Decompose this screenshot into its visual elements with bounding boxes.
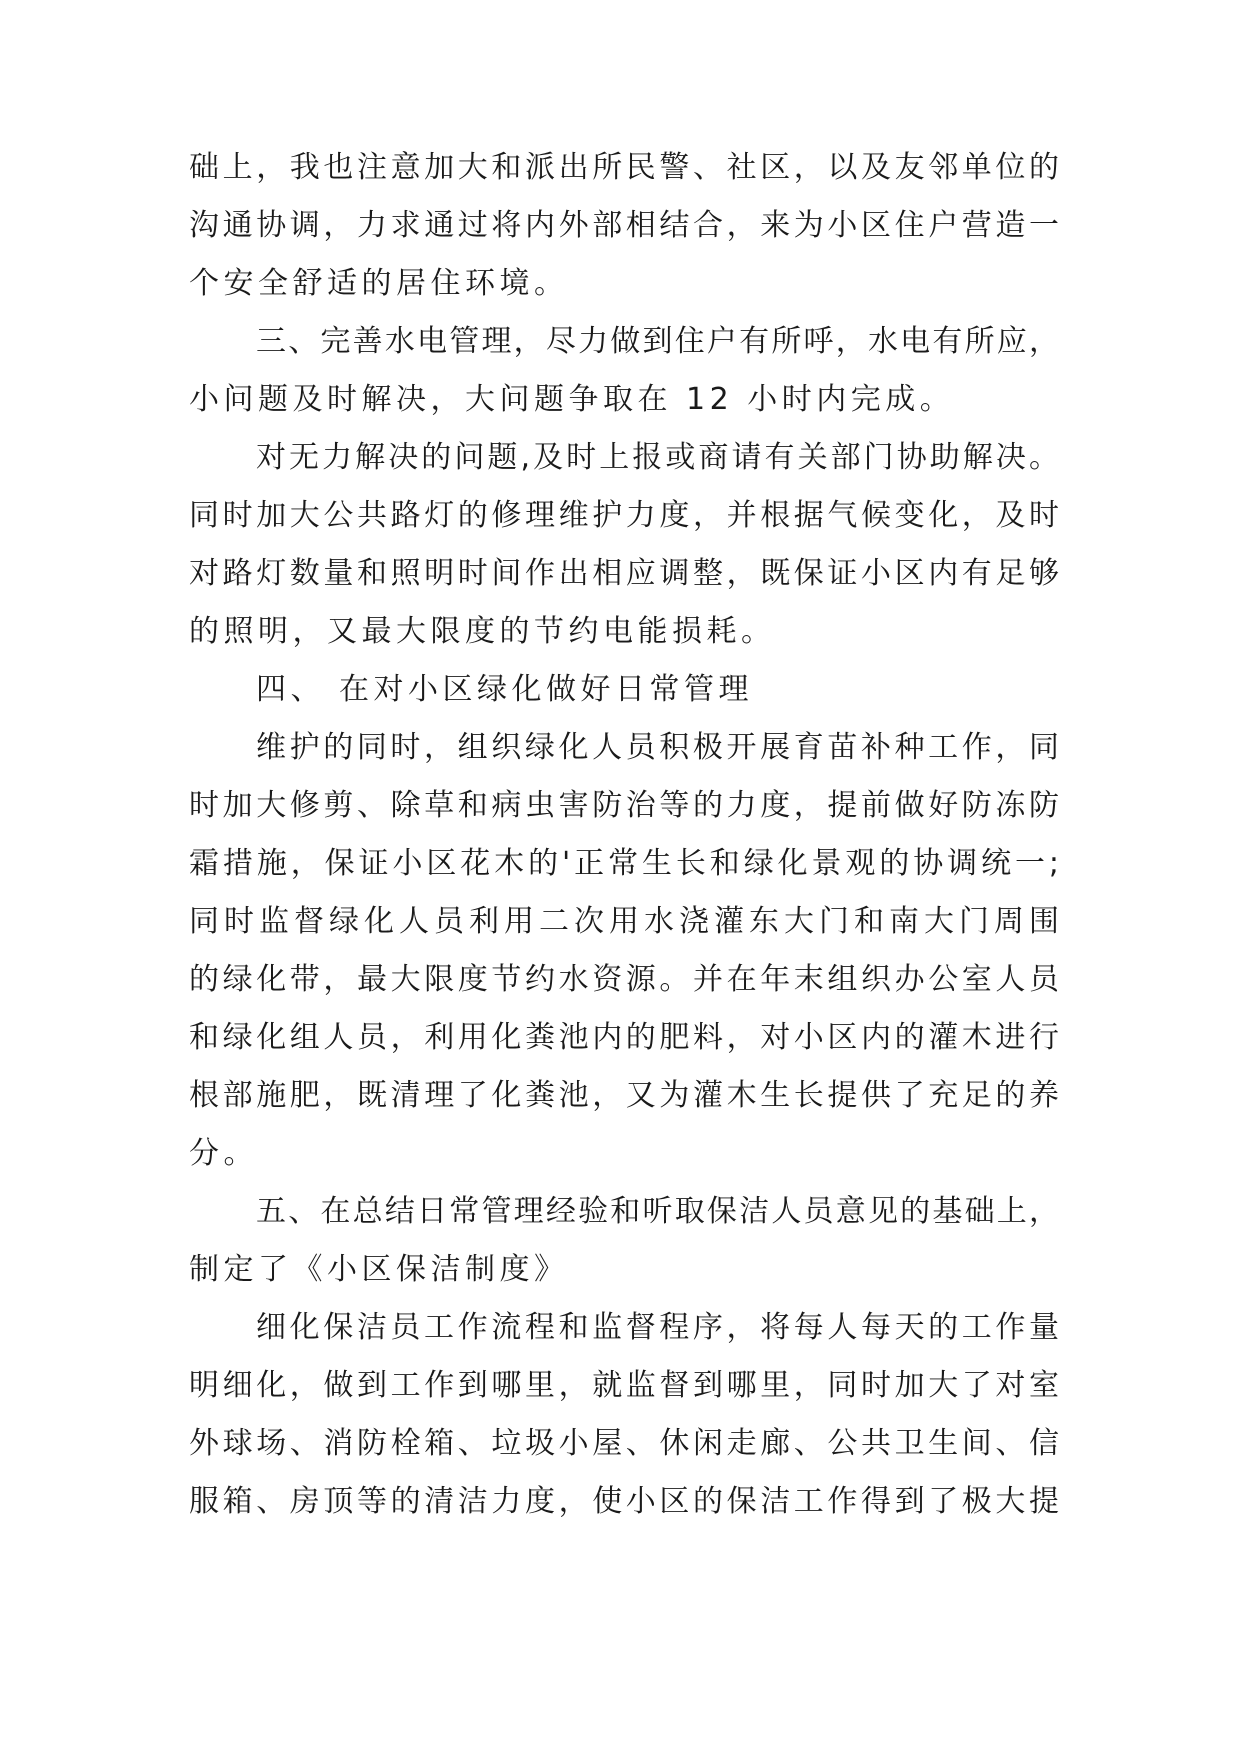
text-line: 时加大修剪、除草和病虫害防治等的力度，提前做好防冻防: [189, 788, 1059, 823]
text-line: 服箱、房顶等的清洁力度，使小区的保洁工作得到了极大提: [189, 1484, 1059, 1519]
text-line: 对路灯数量和照明时间作出相应调整，既保证小区内有足够: [189, 556, 1059, 591]
text-line: 维护的同时，组织绿化人员积极开展育苗补种工作，同: [256, 730, 1059, 765]
text-line: 三、完善水电管理，尽力做到住户有所呼，水电有所应，: [256, 324, 1059, 359]
text-line: 对无力解决的问题,及时上报或商请有关部门协助解决。: [256, 440, 1059, 475]
text-line: 个安全舒适的居住环境。: [189, 266, 569, 301]
text-line: 分。: [189, 1136, 258, 1171]
text-line: 沟通协调，力求通过将内外部相结合，来为小区住户营造一: [189, 208, 1059, 243]
text-line: 和绿化组人员，利用化粪池内的肥料，对小区内的灌木进行: [189, 1020, 1059, 1055]
text-line: 的绿化带，最大限度节约水资源。并在年末组织办公室人员: [189, 962, 1059, 997]
text-line: 小问题及时解决，大问题争取在 12 小时内完成。: [189, 382, 955, 417]
text-line: 制定了《小区保洁制度》: [189, 1252, 569, 1287]
text-line: 明细化，做到工作到哪里，就监督到哪里，同时加大了对室: [189, 1368, 1059, 1403]
text-line: 的照明，又最大限度的节约电能损耗。: [189, 614, 776, 649]
text-line: 础上，我也注意加大和派出所民警、社区，以及友邻单位的: [189, 150, 1059, 185]
text-line: 同时加大公共路灯的修理维护力度，并根据气候变化，及时: [189, 498, 1059, 533]
text-line: 根部施肥，既清理了化粪池，又为灌木生长提供了充足的养: [189, 1078, 1059, 1113]
text-line: 五、在总结日常管理经验和听取保洁人员意见的基础上，: [256, 1194, 1059, 1229]
text-line: 霜措施，保证小区花木的'正常生长和绿化景观的协调统一;: [189, 846, 1059, 881]
text-line: 细化保洁员工作流程和监督程序，将每人每天的工作量: [256, 1310, 1059, 1345]
section-heading: 四、 在对小区绿化做好日常管理: [256, 672, 754, 707]
text-line: 同时监督绿化人员利用二次用水浇灌东大门和南大门周围: [189, 904, 1059, 939]
text-line: 外球场、消防栓箱、垃圾小屋、休闲走廊、公共卫生间、信: [189, 1426, 1059, 1461]
